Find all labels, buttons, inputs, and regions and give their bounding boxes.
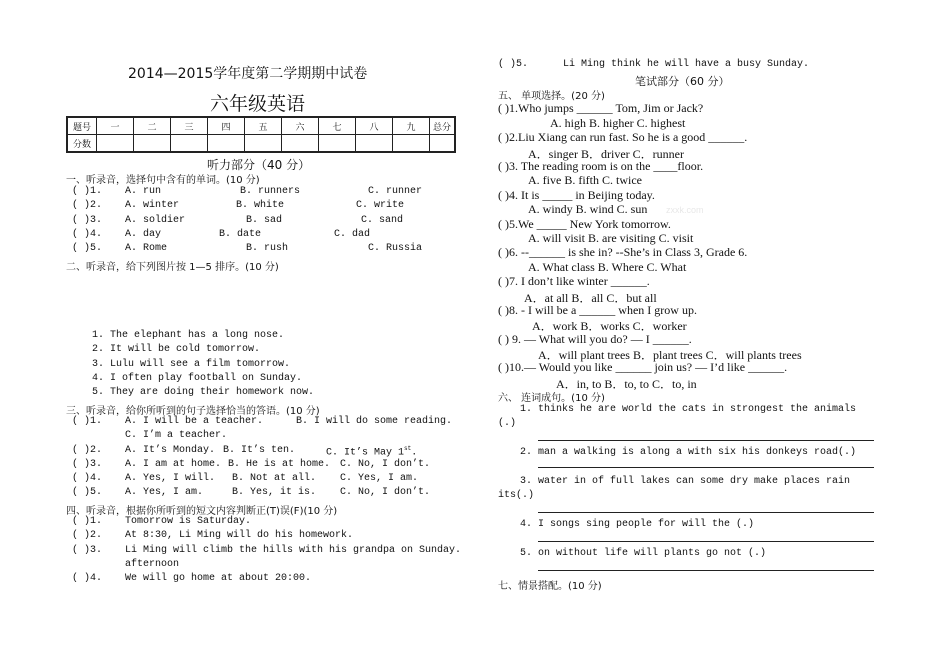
option-c: C. No, I don’t. — [340, 459, 431, 470]
answer-paren[interactable]: ( )5. — [72, 243, 103, 254]
option-b: B. rush — [246, 243, 289, 254]
answer-paren[interactable]: ( )3. — [72, 545, 103, 556]
scrambled-sentence: 1. thinks he are world the cats in strongest the animals — [520, 404, 857, 415]
option-b: B. sad — [246, 215, 283, 226]
table-cell: 题号 — [67, 117, 97, 135]
list-item: 5. They are doing their homework now. — [92, 387, 315, 398]
answer-paren[interactable]: ( )4. — [72, 473, 103, 484]
answer-paren[interactable]: ( )5. — [72, 487, 103, 498]
option-c: C. No, I don’t. — [340, 487, 431, 498]
option-a: A. I will be a teacher. — [125, 416, 264, 427]
option-c: C. Russia — [368, 243, 423, 254]
table-cell: 二 — [134, 117, 171, 135]
score-table — [66, 116, 456, 153]
section-3-title: 三、听录音，给你所听到的句子选择恰当的答语。(10 分) — [66, 406, 320, 417]
options: A．in, to B．to, to C．to, in — [556, 377, 697, 391]
option-b: B. white — [236, 200, 285, 211]
score-cell[interactable] — [171, 135, 208, 153]
option-c: C. dad — [334, 229, 371, 240]
answer-line[interactable] — [538, 541, 874, 542]
subject-title: 六年级英语 — [210, 93, 306, 115]
table-cell: 九 — [393, 117, 430, 135]
option-b: B. Not at all. — [232, 473, 317, 484]
answer-paren[interactable]: ( )1. — [72, 516, 103, 527]
scrambled-sentence: 4. I songs sing people for will the (.) — [520, 519, 755, 530]
list-item: 1. The elephant has a long nose. — [92, 330, 285, 341]
superscript: st — [404, 445, 412, 452]
answer-line[interactable] — [538, 440, 874, 441]
option-b: B. It’s ten. — [223, 445, 296, 456]
option-b: B. He is at home. — [228, 459, 331, 470]
options: A. will visit B. are visiting C. visit — [528, 231, 694, 245]
question: ( )8. - I will be a ______ when I grow up. — [498, 303, 697, 317]
table-cell: 八 — [356, 117, 393, 135]
written-heading: 笔试部分（60 分） — [635, 75, 730, 88]
question: ( ) 9. — What will you do? — I ______. — [498, 332, 692, 346]
section-6-title: 六、 连词成句。(10 分) — [498, 393, 605, 404]
section-4-title: 四、听录音，根据你所听到的短文内容判断正(T)误(F)(10 分) — [66, 506, 338, 517]
table-cell: 分数 — [67, 135, 97, 153]
list-item: 2. It will be cold tomorrow. — [92, 344, 261, 355]
answer-line[interactable] — [538, 467, 874, 468]
score-cell[interactable] — [430, 135, 456, 153]
scrambled-sentence-continued: its(.) — [498, 490, 535, 501]
option-c: C. Yes, I am. — [340, 473, 419, 484]
score-cell[interactable] — [356, 135, 393, 153]
answer-paren[interactable]: ( )5. — [498, 59, 529, 70]
listening-heading: 听力部分（40 分） — [207, 158, 311, 172]
section-7-title: 七、情景搭配。(10 分) — [498, 581, 602, 592]
option-a: A. soldier — [125, 215, 186, 226]
question: ( )1.Who jumps ______ Tom, Jim or Jack? — [498, 101, 704, 115]
options: A．will plant trees B．plant trees C．will plants trees — [538, 348, 802, 362]
answer-paren[interactable]: ( )2. — [72, 200, 103, 211]
score-table-score-row — [67, 135, 455, 153]
score-cell[interactable] — [282, 135, 319, 153]
options: A. What class B. Where C. What — [528, 260, 687, 274]
section-2-title: 二、听录音，给下列图片按 1—5 排序。(10 分) — [66, 262, 279, 273]
scrambled-sentence: 3. water in of full lakes can some dry make places rain — [520, 476, 851, 487]
answer-paren[interactable]: ( )4. — [72, 229, 103, 240]
answer-line[interactable] — [538, 570, 874, 571]
answer-paren[interactable]: ( )4. — [72, 573, 103, 584]
statement: Li Ming think he will have a busy Sunday. — [563, 59, 810, 70]
options: A．work B．works C．worker — [532, 319, 687, 333]
exam-title: 2014—2015学年度第二学期期中试卷 — [128, 66, 368, 82]
score-cell[interactable] — [208, 135, 245, 153]
option-c: C. runner — [368, 186, 423, 197]
answer-paren[interactable]: ( )2. — [72, 445, 103, 456]
table-cell: 一 — [97, 117, 134, 135]
option-c: C. sand — [361, 215, 404, 226]
table-cell: 总分 — [430, 117, 456, 135]
score-cell[interactable] — [97, 135, 134, 153]
question: ( )7. I don’t like winter ______. — [498, 274, 650, 288]
table-cell: 三 — [171, 117, 208, 135]
scrambled-sentence: 2. man a walking is along a with six his donkeys road(.) — [520, 447, 857, 458]
answer-paren[interactable]: ( )1. — [72, 416, 103, 427]
watermark: zxxk.com — [666, 205, 704, 215]
score-table-header-row — [67, 117, 455, 135]
score-cell[interactable] — [393, 135, 430, 153]
option-a: A. run — [125, 186, 162, 197]
option-b: B. date — [219, 229, 262, 240]
question: ( )5.We _____ New York tomorrow. — [498, 217, 671, 231]
answer-paren[interactable]: ( )3. — [72, 215, 103, 226]
answer-line[interactable] — [538, 512, 874, 513]
option-b: B. runners — [240, 186, 301, 197]
score-cell[interactable] — [319, 135, 356, 153]
statement: We will go home at about 20:00. — [125, 573, 312, 584]
scrambled-sentence: 5. on without life will plants go not (.) — [520, 548, 767, 559]
option-b: B. I will do some reading. — [296, 416, 453, 427]
table-cell: 五 — [245, 117, 282, 135]
option-a: A. day — [125, 229, 162, 240]
answer-paren[interactable]: ( )1. — [72, 186, 103, 197]
answer-paren[interactable]: ( )2. — [72, 530, 103, 541]
statement: Tomorrow is Saturday. — [125, 516, 252, 527]
option-a: A. Rome — [125, 243, 168, 254]
table-cell: 四 — [208, 117, 245, 135]
option-a: A. It’s Monday. — [125, 445, 216, 456]
options: A. high B. higher C. highest — [550, 116, 686, 130]
statement-continued: afternoon — [125, 559, 180, 570]
score-cell[interactable] — [245, 135, 282, 153]
option-c: C. It’s May 1st. — [326, 445, 418, 459]
list-item: 3. Lulu will see a film tomorrow. — [92, 359, 291, 370]
options: A．singer B．driver C．runner — [528, 147, 684, 161]
options: A. windy B. wind C. sun — [528, 202, 648, 216]
options: A. five B. fifth C. twice — [528, 173, 642, 187]
option-a: A. I am at home. — [125, 459, 222, 470]
option-a: A. Yes, I will. — [125, 473, 216, 484]
option-c: C. I’m a teacher. — [125, 430, 228, 441]
options: A．at all B．all C．but all — [524, 291, 657, 305]
question: ( )3. The reading room is on the ____floor. — [498, 159, 704, 173]
answer-paren[interactable]: ( )3. — [72, 459, 103, 470]
option-c: C. write — [356, 200, 405, 211]
option-b: B. Yes, it is. — [232, 487, 317, 498]
statement: At 8:30, Li Ming will do his homework. — [125, 530, 354, 541]
list-item: 4. I often play football on Sunday. — [92, 373, 303, 384]
scrambled-sentence-continued: (.) — [498, 418, 517, 429]
question: ( )10.— Would you like ______ join us? — I’d like ______. — [498, 360, 788, 374]
question: ( )2.Liu Xiang can run fast. So he is a good ______. — [498, 130, 748, 144]
question: ( )4. It is _____ in Beijing today. — [498, 188, 655, 202]
section-5-title: 五、 单项选择。(20 分) — [498, 91, 605, 102]
option-a: A. winter — [125, 200, 180, 211]
table-cell: 七 — [319, 117, 356, 135]
table-cell: 六 — [282, 117, 319, 135]
question: ( )6. --______ is she in? --She’s in Class 3, Grade 6. — [498, 245, 748, 259]
section-1-title: 一、听录音，选择句中含有的单词。(10 分) — [66, 175, 260, 186]
option-a: A. Yes, I am. — [125, 487, 204, 498]
statement: Li Ming will climb the hills with his grandpa on Sunday. — [125, 545, 462, 556]
score-cell[interactable] — [134, 135, 171, 153]
